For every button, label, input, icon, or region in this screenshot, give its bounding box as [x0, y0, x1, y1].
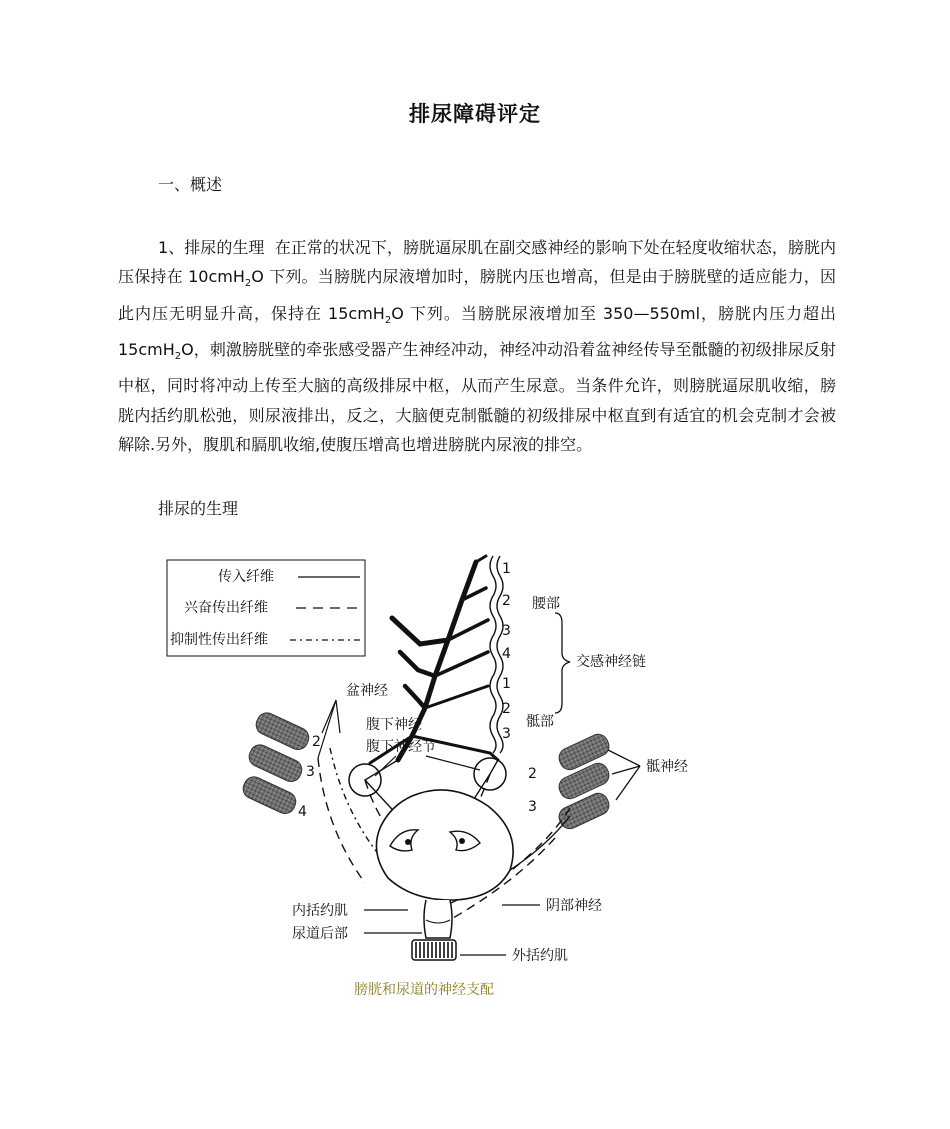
label-lumbar: 腰部: [532, 596, 560, 612]
right-number: 3: [528, 799, 537, 815]
receptor-dot: [405, 839, 411, 845]
paragraph-lead: 1、排尿的生理: [158, 238, 265, 257]
figure-caption: 膀胱和尿道的神经支配: [354, 982, 494, 998]
chain-number: 4: [502, 646, 511, 662]
legend-excitatory-label: 兴奋传出纤维: [184, 600, 268, 616]
subscript: 2: [244, 278, 252, 290]
chain-number: 2: [502, 701, 511, 717]
left-number: 3: [306, 764, 315, 780]
paragraph-text: O 下列。当膀胱尿液增加至 350—550ml，膀胱内压力超出 15cmH: [118, 303, 836, 359]
label-sympathetic-chain: 交感神经链: [576, 654, 646, 670]
paragraph-text: O，刺激膀胱壁的牵张感受器产生神经冲动，神经冲动沿着盆神经传导至骶髓的初级排尿反射中枢，同时将冲动上传至大脑的高级排尿中枢，从而产生尿意。当条件允许，则膀胱逼尿肌收缩，膀胱内括约肌松弛，则尿液排出，反之，大脑便克制骶髓的初级排尿中枢直到有适宜的机会克制才会被解除.另外，腹肌和膈肌收缩,使腹压增高也增进膀胱内尿液的排空。: [118, 339, 836, 454]
left-nerve-roots: [240, 710, 321, 820]
label-posterior-urethra: 尿道后部: [292, 926, 348, 942]
label-hypogastric-nerve: 腹下神经: [366, 717, 422, 733]
paragraph-text: O 下列。当膀胱内尿液增加时，膀胱内压也增高，但是由于膀胱壁的适应能力，因此内压无明显升高，保持在 15cmH: [118, 267, 836, 323]
label-hypogastric-ganglion: 腹下神经节: [366, 739, 436, 755]
label-internal-sphincter: 内括约肌: [292, 903, 348, 919]
receptor-dot: [459, 838, 465, 844]
subscript: 2: [384, 314, 392, 326]
sympathetic-chain-left: [490, 556, 496, 753]
left-number: 2: [312, 734, 321, 750]
label-sacral: 骶部: [526, 714, 554, 730]
subscript: 2: [174, 351, 182, 363]
nerve-diagram-svg: [150, 548, 770, 1008]
body-paragraph: [118, 233, 836, 459]
section-heading: 一、概述: [158, 175, 223, 194]
chain-number: 1: [502, 676, 511, 692]
legend: [167, 560, 365, 656]
right-nerve-roots: [528, 731, 688, 832]
ganglion-pointer: [375, 756, 480, 776]
page-title: 排尿障碍评定: [409, 102, 541, 126]
chain-number: 3: [502, 726, 511, 742]
chain-number: 3: [502, 623, 511, 639]
right-number: 2: [528, 766, 537, 782]
label-pelvic-nerve: 盆神经: [346, 683, 388, 699]
chain-brace: [555, 613, 570, 713]
paragraph-text: 在正常的状况下，膀胱逼尿肌在副交感神经的影响下处在轻度收缩状态，膀胱内压保持在 10cmH: [118, 238, 836, 287]
pelvic-pointer: [318, 700, 340, 758]
external-sphincter-ring: [412, 940, 456, 960]
chain-number: 1: [502, 561, 511, 577]
figure-heading: 排尿的生理: [158, 499, 239, 518]
left-number: 4: [298, 804, 307, 820]
legend-afferent-label: 传入纤维: [218, 569, 274, 585]
label-external-sphincter: 外括约肌: [512, 948, 568, 964]
label-pudendal-nerve: 阴部神经: [546, 898, 602, 914]
bladder-neck: [424, 900, 452, 938]
chain-number: 2: [502, 593, 511, 609]
label-sacral-nerve: 骶神经: [646, 759, 688, 775]
bladder: [376, 790, 513, 960]
sacral-pointer: [608, 750, 640, 800]
legend-inhibitory-label: 抑制性传出纤维: [170, 632, 268, 648]
nerve-diagram: [150, 548, 770, 1008]
